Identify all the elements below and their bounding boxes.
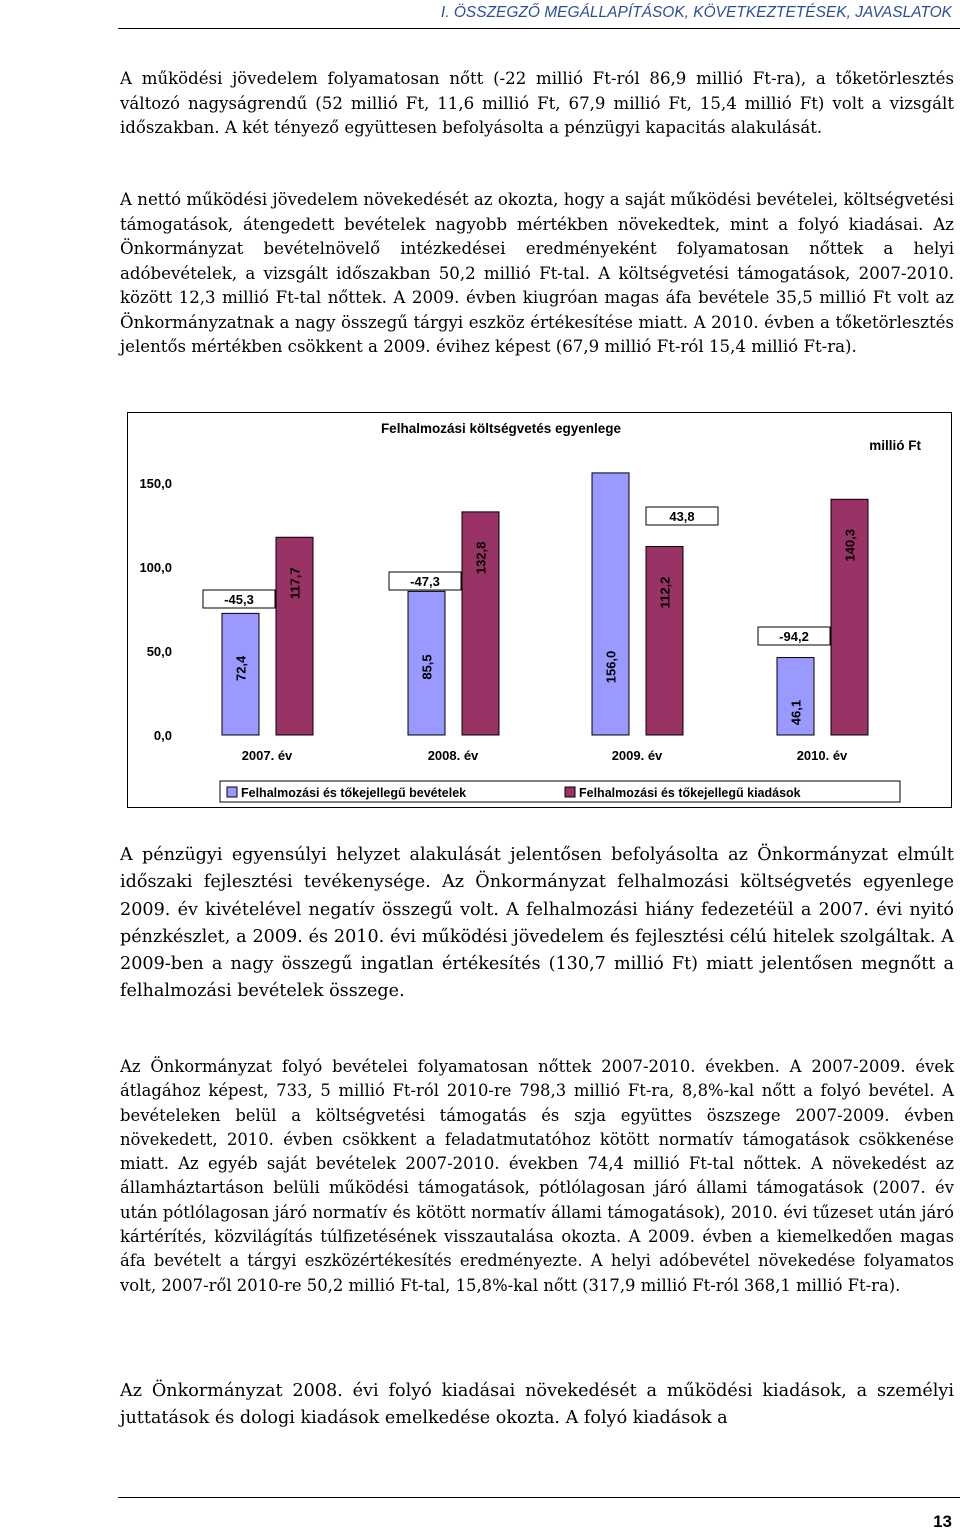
balance-label: -94,2 (779, 629, 809, 644)
chart-unit-label: millió Ft (869, 438, 921, 453)
x-category-label: 2007. év (241, 748, 293, 763)
legend-label-revenue: Felhalmozási és tőkejellegű bevételek (241, 786, 467, 800)
y-tick-label: 150,0 (139, 476, 172, 491)
bar-value-label-expense: 140,3 (842, 529, 858, 562)
bar-value-label-revenue: 72,4 (233, 655, 249, 682)
bar-value-label-expense: 132,8 (473, 541, 489, 575)
paragraph-current-expenditures: Az Önkormányzat 2008. évi folyó kiadásai növekedését a működési kiadások, a személyi juttatások és dologi kiadások emelkedése okozta. A folyó kiadások a (120, 1381, 954, 1429)
bar-value-label-expense: 112,2 (657, 576, 673, 609)
y-tick-label: 0,0 (153, 728, 172, 743)
bar-value-label-expense: 117,7 (287, 567, 303, 600)
legend-swatch-expense (565, 787, 575, 797)
bar-expense (276, 537, 313, 735)
legend-label-expense: Felhalmozási és tőkejellegű kiadások (579, 786, 801, 800)
x-category-label: 2009. év (611, 748, 663, 763)
paragraph-operating-income: A működési jövedelem folyamatosan nőtt (-22 millió Ft-ról 86,9 millió Ft-ra), a tőketörlesztés változó nagyságrendű (52 millió Ft, 11,6 millió Ft, 67,9 millió Ft, 15,4 millió Ft) volt a vizsgált időszakban. A két tényező együttesen befolyásolta a pénzügyi kapacitás alakulását. (120, 69, 954, 137)
balance-label: -47,3 (410, 574, 440, 589)
legend-swatch-revenue (227, 787, 237, 797)
x-category-label: 2008. év (427, 748, 479, 763)
bar-value-label-revenue: 85,5 (419, 654, 435, 680)
paragraph-financial-balance: A pénzügyi egyensúlyi helyzet alakulását jelentősen befolyásolta az Önkormányzat elmúlt időszaki fejlesztési tevékenysége. Az Önkormányzat felhalmozási költségvetés egyenlege 2009. év kivételével negatív összegű volt. A felhalmozási hiány fedezetéül a 2007. évi nyitó pénzkészlet, a 2009. és 2010. évi működési jövedelem és fejlesztési célú hitelek szolgáltak. A 2009-ben a nagy összegű ingatlan értékesítés (130,7 millió Ft) miatt jelentősen megnőtt a felhalmozási bevételek összege. (120, 845, 954, 1002)
bar-expense (646, 547, 683, 735)
paragraph-current-revenues: Az Önkormányzat folyó bevételei folyamatosan nőttek 2007-2010. években. A 2007-2009. évek átlagához képest, 733, 5 millió Ft-ról 2010-re 798,3 millió Ft-ra, 8,8%-kal nőtt a folyó bevétel. A bevételeken belül a költségvetési támogatás és szja együttes öszszege 2007-2009. évben növekedett, 2010. évben csökkent a feladatmutatóhoz kötött normatív támogatások csökkenése miatt. Az egyéb saját bevételek 2007-2010. években 74,4 millió Ft-tal nőttek. A növekedést az államháztartáson belüli működési támogatások, pótlólagosan járó állami támogatások (2007. év után pótlólagosan járó normatív és kötött normatív állami támogatások), 2010. évi tűzeset után járó kártérítés, közvilágítás túlfizetésének visszautalása okozta. A 2009. évben a kiemelkedően magas áfa bevételt a tárgyi eszközértékesítés eredményezte. A helyi adóbevétel növekedése folyamatos volt, 2007-ről 2010-re 50,2 millió Ft-tal, 15,8%-kal nőtt (317,9 millió Ft-ról 368,1 millió Ft-ra). (120, 1057, 954, 1295)
chart (127, 412, 952, 808)
balance-label: -45,3 (224, 592, 254, 607)
running-header: I. ÖSSZEGZŐ MEGÁLLAPÍTÁSOK, KÖVETKEZTETÉSEK, JAVASLATOK (440, 4, 952, 21)
paragraph-net-operating-income: A nettó működési jövedelem növekedését az okozta, hogy a saját működési bevételei, költségvetési támogatások, átengedett bevételek nagyobb mértékben növekedtek, mint a folyó kiadásai. Az Önkormányzat bevételnövelő intézkedései eredményeként folyamatosan nőttek a helyi adóbevételek, a vizsgált időszakban 50,2 millió Ft-tal. A költségvetési támogatások, 2007-2010. között 12,3 millió Ft-tal nőttek. A 2009. évben kiugróan magas áfa bevétele 35,5 millió Ft volt az Önkormányzatnak a nagy összegű tárgyi eszköz értékesítése miatt. A 2010. évben a tőketörlesztés jelentős mértékben csökkent a 2009. évihez képest (67,9 millió Ft-ról 15,4 millió Ft-ra). (120, 190, 954, 356)
bar-revenue (592, 473, 629, 735)
y-tick-label: 100,0 (139, 560, 172, 575)
bar-value-label-revenue: 156,0 (603, 650, 619, 684)
x-category-label: 2010. év (796, 748, 848, 763)
header-rule (118, 28, 960, 29)
balance-label: 43,8 (669, 509, 695, 524)
chart-title: Felhalmozási költségvetés egyenlege (380, 421, 622, 436)
legend (220, 781, 900, 802)
bar-value-label-revenue: 46,1 (788, 699, 804, 726)
page-number: 13 (933, 1512, 952, 1531)
footer-rule (118, 1497, 960, 1498)
y-tick-label: 50,0 (146, 644, 172, 659)
